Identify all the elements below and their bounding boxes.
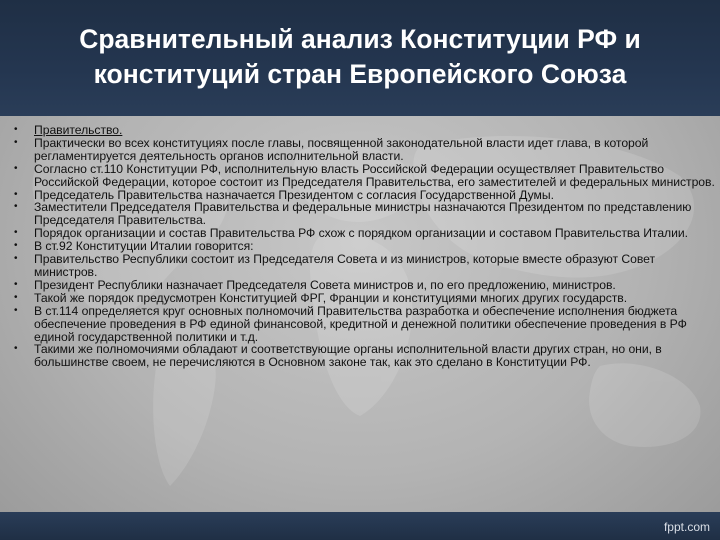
footer-bar xyxy=(0,512,720,540)
list-item-text: Порядок организации и состав Правительства РФ схож с порядком организации и составом Правительства Италии. xyxy=(34,226,688,241)
list-item-text: Президент Республики назначает Председателя Совета министров и, по его предложению, министров. xyxy=(34,277,616,292)
bullet-list xyxy=(14,124,716,369)
bullet-icon: • xyxy=(14,136,18,148)
list-item xyxy=(14,124,716,137)
list-item-text: Правительство Республики состоит из Председателя Совета и из министров, которые вместе образуют Совет министров. xyxy=(34,252,655,279)
bullet-icon: • xyxy=(14,343,18,355)
bullet-icon: • xyxy=(14,304,18,316)
title-line-2: конституций стран Европейского Союза xyxy=(93,59,627,89)
list-item xyxy=(14,305,716,344)
list-item-text: Заместители Председателя Правительства и федеральные министры назначаются Президентом по представлению Председателя Правительства. xyxy=(34,200,692,228)
title-line-1: Сравнительный анализ Конституции РФ и xyxy=(79,24,641,54)
list-item xyxy=(14,253,716,279)
bullet-icon: • xyxy=(14,278,18,290)
list-item-text: Согласно ст.110 Конституции РФ, исполнительную власть Российской Федерации осуществляет Правительство Российской Федерации, которое состоит из Председателя Правительства, его заместителей и федеральных министров. xyxy=(34,161,715,189)
list-item-text: Практически во всех конституциях после главы, посвященной законодательной власти идет глава, в которой регламентируется деятельность органов исполнительной власти. xyxy=(34,135,649,163)
list-item xyxy=(14,343,716,369)
bullet-icon: • xyxy=(14,227,18,239)
list-item-text: Такой же порядок предусмотрен Конституцией ФРГ, Франции и конституциями многих других государств. xyxy=(34,290,628,305)
bullet-icon: • xyxy=(14,201,18,213)
bullet-icon: • xyxy=(14,240,18,252)
slide-title xyxy=(40,22,680,92)
list-item xyxy=(14,292,716,305)
list-item xyxy=(14,163,716,189)
list-item-text: Такими же полномочиями обладают и соответствующие органы исполнительной власти других стран, но они, в большинстве своем, не перечисляются в Основном законе так, как это сделано в Конституции РФ. xyxy=(34,342,662,370)
bullet-icon: • xyxy=(14,291,18,303)
bullet-icon: • xyxy=(14,188,18,200)
list-item xyxy=(14,137,716,163)
list-item-text: В ст.114 определяется круг основных полномочий Правительства разработка и обеспечение исполнения бюджета обеспечение проведения в РФ единой финансовой, кредитной и денежной политики обеспечение проведения в РФ единой государственной политики и т.д. xyxy=(34,303,687,344)
bullet-icon: • xyxy=(14,253,18,265)
list-item-text: Председатель Правительства назначается Президентом с согласия Государственной Думы. xyxy=(34,187,554,202)
fppt-watermark: fppt.com xyxy=(663,520,710,534)
list-item-text: В ст.92 Конституции Италии говорится: xyxy=(34,239,254,254)
list-item xyxy=(14,201,716,227)
bullet-icon: • xyxy=(14,162,18,174)
list-item-text: Правительство. xyxy=(34,123,123,137)
list-item xyxy=(14,279,716,292)
bullet-icon: • xyxy=(14,124,18,135)
